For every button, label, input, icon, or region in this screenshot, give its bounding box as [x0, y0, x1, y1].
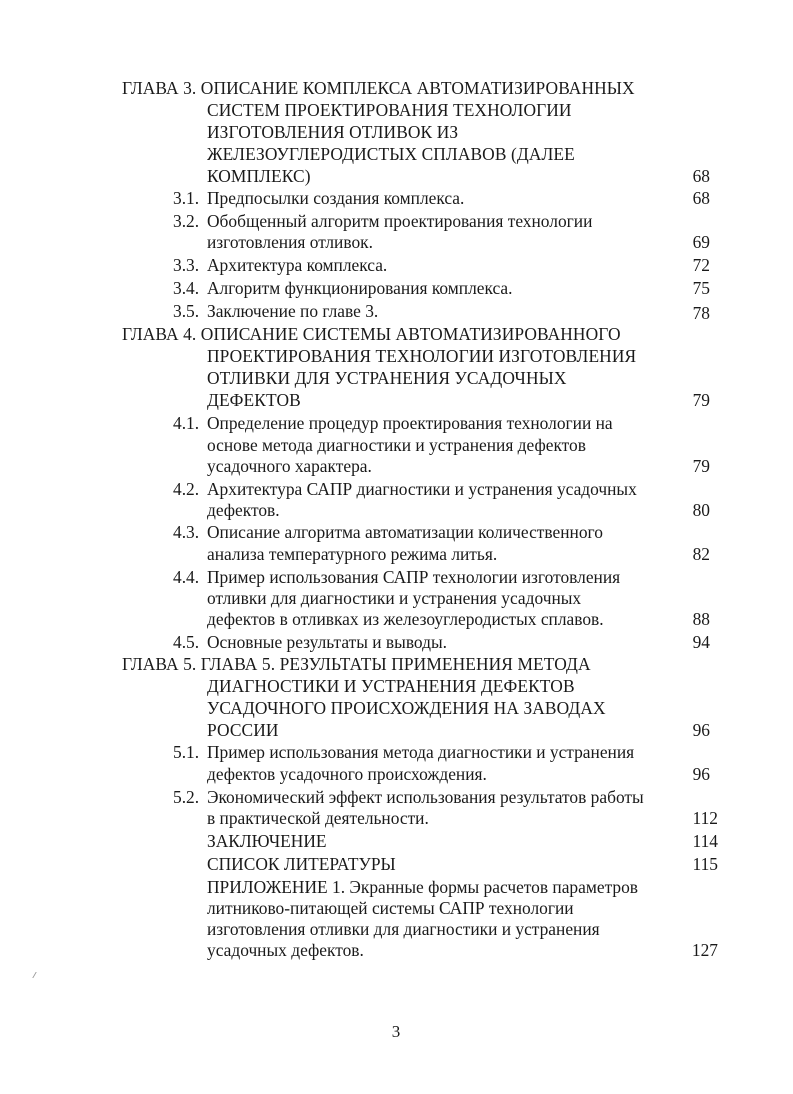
chapter3-heading-line1: ГЛАВА 3. ОПИСАНИЕ КОМПЛЕКСА АВТОМАТИЗИРОВАННЫХ	[122, 78, 635, 98]
conclusion-page: 114	[692, 831, 718, 851]
section-3-5-page: 78	[692, 303, 710, 323]
section-5-1-number: 5.1.	[173, 742, 200, 762]
section-5-2-page: 112	[692, 808, 718, 828]
page-number: 3	[391, 1022, 401, 1041]
references-page: 115	[692, 854, 718, 874]
chapter3-heading-line3: ИЗГОТОВЛЕНИЯ ОТЛИВОК ИЗ	[207, 122, 459, 142]
section-3-2-page: 69	[692, 232, 710, 252]
section-3-2-title-line2: изготовления отливок.	[207, 232, 373, 252]
section-4-3-title-line2: анализа температурного режима литья.	[207, 544, 498, 564]
chapter4-heading-line3: ОТЛИВКИ ДЛЯ УСТРАНЕНИЯ УСАДОЧНЫХ	[207, 368, 567, 388]
section-5-1-title-line1: Пример использования метода диагностики и устранения	[207, 742, 635, 762]
section-4-3-title-line1: Описание алгоритма автоматизации количественного	[207, 522, 603, 542]
section-3-3-page: 72	[692, 255, 710, 275]
chapter5-page: 96	[692, 720, 710, 740]
chapter3-heading-line4: ЖЕЛЕЗОУГЛЕРОДИСТЫХ СПЛАВОВ (ДАЛЕЕ	[207, 144, 575, 164]
section-5-1-title-line2: дефектов усадочного происхождения.	[207, 764, 487, 784]
section-3-4-title: Алгоритм функционирования комплекса.	[207, 278, 513, 298]
section-4-1-page: 79	[692, 456, 710, 476]
section-4-5-title: Основные результаты и выводы.	[207, 632, 447, 652]
section-3-1-title: Предпосылки создания комплекса.	[207, 188, 465, 208]
section-3-2-title-line1: Обобщенный алгоритм проектирования технологии	[207, 211, 593, 231]
scan-mark	[32, 972, 40, 978]
section-5-1-page: 96	[692, 764, 710, 784]
appendix-title-line3: изготовления отливки для диагностики и устранения	[207, 919, 600, 939]
section-3-2-number: 3.2.	[173, 211, 200, 231]
section-3-4-page: 75	[692, 278, 710, 298]
section-4-1-title-line2: основе метода диагностики и устранения дефектов	[207, 435, 586, 455]
references-title: СПИСОК ЛИТЕРАТУРЫ	[207, 854, 396, 874]
section-5-2-title-line1: Экономический эффект использования результатов работы	[207, 787, 644, 807]
section-5-2-title-line2: в практической деятельности.	[207, 808, 429, 828]
section-3-3-number: 3.3.	[173, 255, 200, 275]
chapter4-page: 79	[692, 390, 710, 410]
appendix-page: 127	[691, 940, 718, 960]
section-4-1-title-line3: усадочного характера.	[207, 456, 372, 476]
chapter5-heading-line2: ДИАГНОСТИКИ И УСТРАНЕНИЯ ДЕФЕКТОВ	[207, 676, 575, 696]
section-4-5-page: 94	[692, 632, 710, 652]
chapter3-heading-line5: КОМПЛЕКС)	[207, 166, 311, 186]
section-4-5-number: 4.5.	[173, 632, 200, 652]
chapter3-heading-line2: СИСТЕМ ПРОЕКТИРОВАНИЯ ТЕХНОЛОГИИ	[207, 100, 572, 120]
chapter4-heading-line1: ГЛАВА 4. ОПИСАНИЕ СИСТЕМЫ АВТОМАТИЗИРОВАННОГО	[122, 324, 621, 344]
section-4-2-title-line2: дефектов.	[207, 500, 280, 520]
section-4-2-page: 80	[692, 500, 710, 520]
section-4-3-number: 4.3.	[173, 522, 200, 542]
section-5-2-number: 5.2.	[173, 787, 200, 807]
section-4-4-title-line2: отливки для диагностики и устранения усадочных	[207, 588, 582, 608]
chapter5-heading-line4: РОССИИ	[207, 720, 279, 740]
appendix-title-line2: литниково-питающей системы САПР технологии	[207, 898, 574, 918]
section-3-3-title: Архитектура комплекса.	[207, 255, 388, 275]
section-4-4-title-line3: дефектов в отливках из железоуглеродистых сплавов.	[207, 609, 604, 629]
section-3-5-number: 3.5.	[173, 301, 200, 321]
conclusion-title: ЗАКЛЮЧЕНИЕ	[207, 831, 327, 851]
chapter5-heading-line3: УСАДОЧНОГО ПРОИСХОЖДЕНИЯ НА ЗАВОДАХ	[207, 698, 606, 718]
section-3-4-number: 3.4.	[173, 278, 200, 298]
appendix-title-line4: усадочных дефектов.	[207, 940, 364, 960]
chapter3-page: 68	[692, 166, 710, 186]
section-3-5-title: Заключение по главе 3.	[207, 301, 379, 321]
section-4-1-number: 4.1.	[173, 413, 200, 433]
chapter4-heading-line4: ДЕФЕКТОВ	[207, 390, 301, 410]
appendix-title-line1: ПРИЛОЖЕНИЕ 1. Экранные формы расчетов параметров	[207, 877, 638, 897]
chapter5-heading-line1: ГЛАВА 5. ГЛАВА 5. РЕЗУЛЬТАТЫ ПРИМЕНЕНИЯ МЕТОДА	[122, 654, 591, 674]
section-4-4-title-line1: Пример использования САПР технологии изготовления	[207, 567, 621, 587]
section-4-3-page: 82	[692, 544, 710, 564]
section-4-4-number: 4.4.	[173, 567, 200, 587]
section-3-1-number: 3.1.	[173, 188, 200, 208]
chapter4-heading-line2: ПРОЕКТИРОВАНИЯ ТЕХНОЛОГИИ ИЗГОТОВЛЕНИЯ	[207, 346, 637, 366]
section-4-2-number: 4.2.	[173, 479, 200, 499]
section-3-1-page: 68	[692, 188, 710, 208]
section-4-2-title-line1: Архитектура САПР диагностики и устранения усадочных	[207, 479, 637, 499]
section-4-1-title-line1: Определение процедур проектирования технологии на	[207, 413, 613, 433]
section-4-4-page: 88	[692, 609, 710, 629]
